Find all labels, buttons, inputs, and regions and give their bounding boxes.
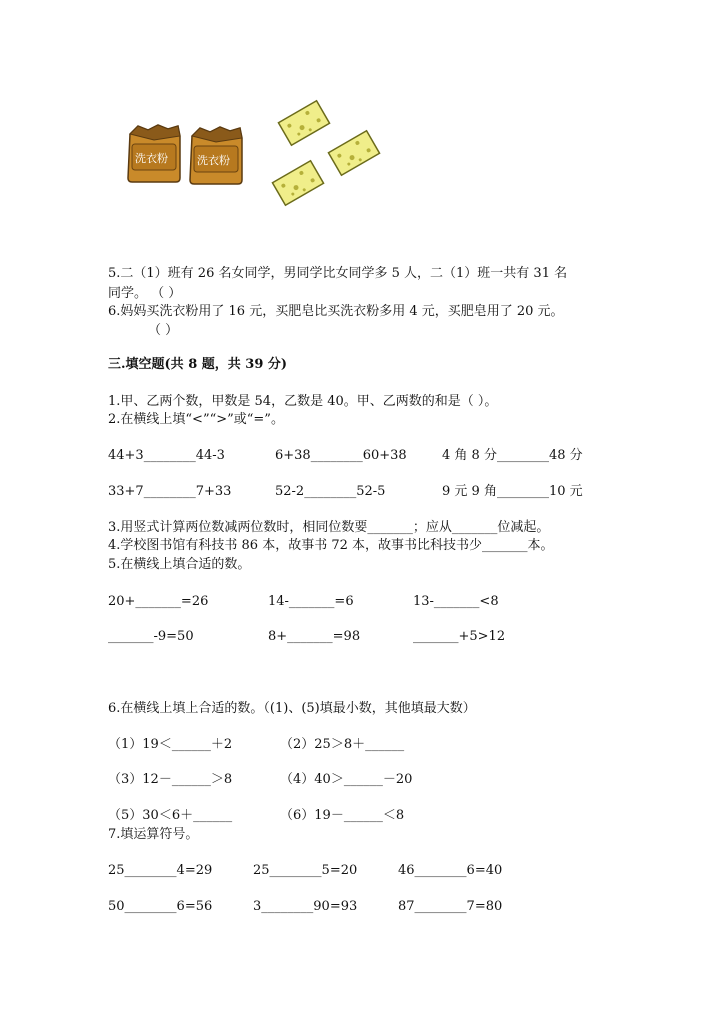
q6-cell: （3）12－______＞8	[108, 772, 233, 787]
q5-cell: _______+5>12	[413, 629, 506, 644]
q7-cell: 50________6=56	[108, 899, 213, 914]
fill-q4: 4.学校图书馆有科技书 86 本，故事书 72 本，故事书比科技书少_______本。	[108, 538, 554, 553]
q7-cell: 25________4=29	[108, 863, 213, 878]
q6-cell: （6）19－______＜8	[280, 808, 405, 823]
q2-cell: 44+3________44-3	[108, 448, 225, 463]
soap-bar-1	[276, 98, 332, 152]
q6-cell: （5）30＜6＋______	[108, 808, 233, 823]
judge-q6-line1: 6.妈妈买洗衣粉用了 16 元，买肥皂比买洗衣粉多用 4 元，买肥皂用了 20 元。	[108, 304, 564, 319]
q7-cell: 3________90=93	[253, 899, 358, 914]
q2-cell: 33+7________7+33	[108, 484, 232, 499]
q5-cell: 14-_______=6	[268, 594, 354, 609]
q7-cell: 46________6=40	[398, 863, 503, 878]
q5-cell: _______-9=50	[108, 629, 194, 644]
q5-cell: 8+_______=98	[268, 629, 361, 644]
judge-q5-line1: 5.二（1）班有 26 名女同学，男同学比女同学多 5 人，二（1）班一共有 31 名	[108, 266, 568, 281]
judge-q5-line2: 同学。 （ ）	[108, 286, 182, 301]
soap-bar-icon	[326, 128, 382, 178]
fill-q1: 1.甲、乙两个数，甲数是 54，乙数是 40。甲、乙两数的和是（ ）。	[108, 394, 498, 409]
fill-q3: 3.用竖式计算两位数减两位数时，相同位数要_______；应从_______位减起。	[108, 520, 550, 535]
bag-label: 洗衣粉	[197, 154, 230, 167]
fill-q6: 6.在横线上填上合适的数。（(1)、(5)填最小数，其他填最大数）	[108, 701, 476, 716]
section-title: 三.填空题(共 8 题，共 39 分)	[108, 357, 288, 372]
detergent-bag-2	[186, 124, 246, 190]
soap-bar-icon	[270, 158, 326, 208]
q6-cell: （2）25＞8＋______	[280, 737, 405, 752]
q7-cell: 87________7=80	[398, 899, 503, 914]
q2-cell: 52-2________52-5	[275, 484, 386, 499]
soap-bar-icon	[276, 98, 332, 148]
q7-cell: 25________5=20	[253, 863, 358, 878]
soap-bar-2	[326, 128, 382, 182]
soap-bar-3	[270, 158, 326, 212]
detergent-bag-1	[124, 122, 184, 188]
bag-label: 洗衣粉	[135, 152, 168, 165]
judge-q6-line2: （ ）	[148, 323, 179, 338]
fill-q7: 7.填运算符号。	[108, 827, 199, 842]
q2-cell: 4 角 8 分________48 分	[442, 448, 583, 463]
detergent-bag-icon	[124, 122, 184, 184]
fill-q2: 2.在横线上填“<”“>”或“=”。	[108, 412, 284, 427]
q2-cell: 9 元 9 角________10 元	[442, 484, 583, 499]
q2-cell: 6+38________60+38	[275, 448, 407, 463]
q5-cell: 20+_______=26	[108, 594, 209, 609]
q5-cell: 13-_______<8	[413, 594, 499, 609]
detergent-bag-icon	[186, 124, 246, 186]
q6-cell: （1）19＜______＋2	[108, 737, 233, 752]
q6-cell: （4）40＞______－20	[280, 772, 413, 787]
fill-q5: 5.在横线上填合适的数。	[108, 557, 251, 572]
